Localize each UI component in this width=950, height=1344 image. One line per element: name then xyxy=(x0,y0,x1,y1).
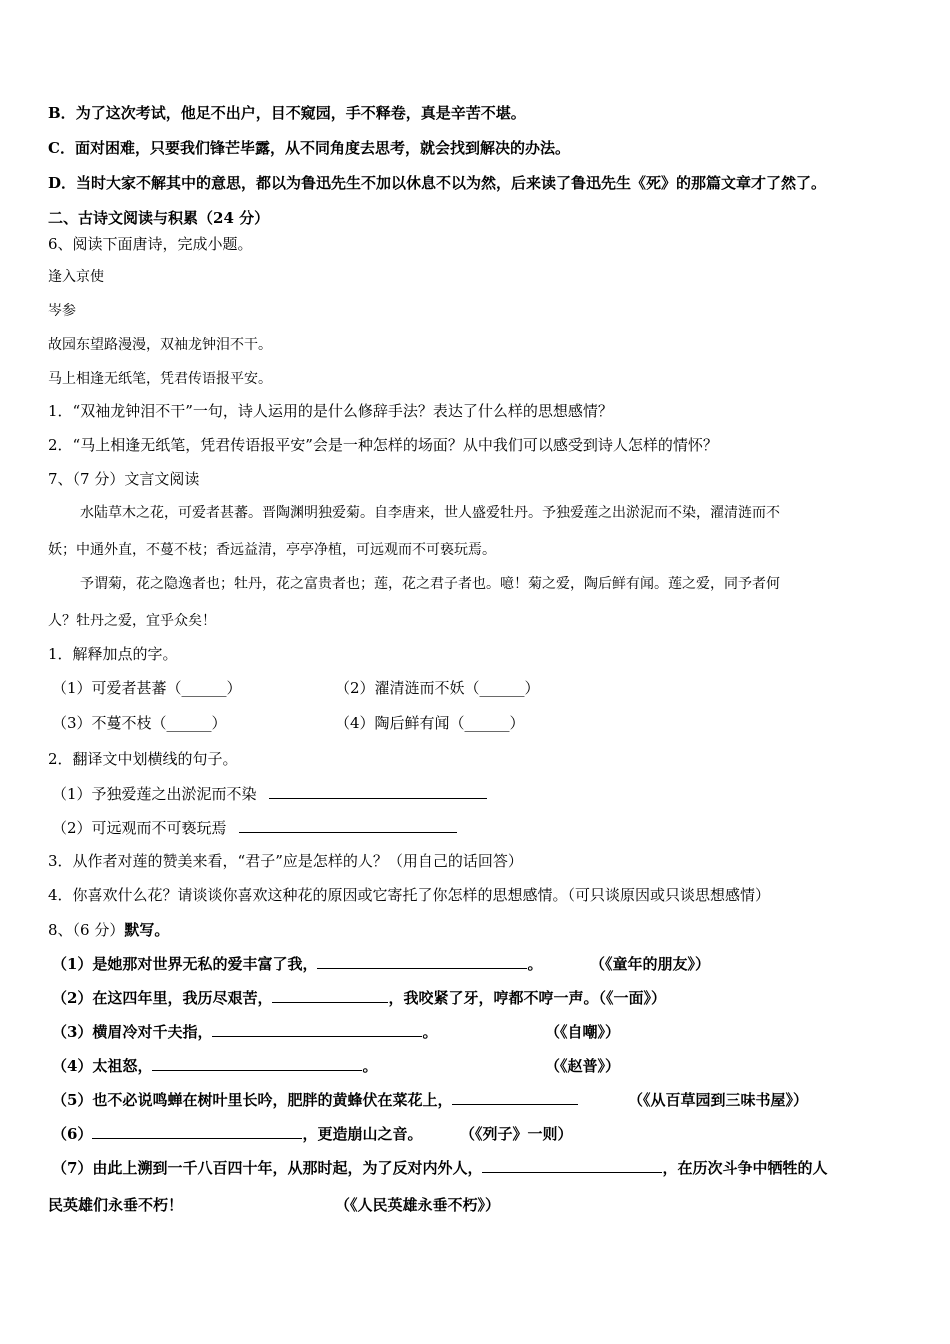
option-d xyxy=(48,173,826,193)
option-text: 当时大家不解其中的意思，都以为鲁迅先生不加以休息不以为然，后来读了鲁迅先生《死》的那篇文章才了然了。 xyxy=(76,174,827,192)
q7-sub-2: 2．翻译文中划横线的句子。 xyxy=(48,750,238,768)
dictation-1-source: （《童年的朋友》） xyxy=(590,955,711,973)
blank-item-1: （1）可爱者甚蕃（______） xyxy=(52,679,242,697)
dictation-7 xyxy=(52,1158,827,1178)
dictation-text: （2）在这四年里，我历尽艰苦， xyxy=(52,989,273,1007)
dictation-text: （5）也不必说鸣蝉在树叶里长吟，肥胖的黄蜂伏在菜花上， xyxy=(52,1091,453,1109)
blank-item-3: （3）不蔓不枝（______） xyxy=(52,714,227,732)
dictation-1 xyxy=(52,954,542,974)
dictation-text: 。 xyxy=(422,1023,438,1041)
answer-line[interactable] xyxy=(317,954,527,969)
passage-p2-b: 人？牡丹之爱，宜乎众矣！ xyxy=(48,613,216,629)
dictation-3-source: （《自嘲》） xyxy=(545,1023,621,1041)
passage-p2-a: 予谓菊，花之隐逸者也；牡丹，花之富贵者也；莲，花之君子者也。噫！菊之爱，陶后鲜有闻。莲之爱，同予者何 xyxy=(80,576,780,592)
dictation-3 xyxy=(52,1022,437,1042)
dictation-text: （6） xyxy=(52,1125,93,1143)
q7-sub-4: 4．你喜欢什么花？请谈谈你喜欢这种花的原因或它寄托了你怎样的思想感情。（可只谈原因或只谈思想感情） xyxy=(48,886,771,904)
q7-sub-1: 1．解释加点的字。 xyxy=(48,645,178,663)
blank-item-2: （2）濯清涟而不妖（______） xyxy=(335,679,540,697)
section-title: 二、古诗文阅读与积累（24 分） xyxy=(48,209,270,227)
answer-line[interactable] xyxy=(212,1022,422,1037)
answer-line[interactable] xyxy=(482,1158,662,1173)
q6-sub-1: 1．“双袖龙钟泪不干”一句，诗人运用的是什么修辞手法？表达了什么样的思想感情？ xyxy=(48,402,613,420)
dictation-7-cont: 民英雄们永垂不朽！ xyxy=(48,1196,184,1214)
option-b xyxy=(48,103,526,123)
dictation-4 xyxy=(52,1056,377,1076)
translate-text: （1）予独爱莲之出淤泥而不染 xyxy=(52,785,257,803)
blank-item-4: （4）陶后鲜有闻（______） xyxy=(335,714,525,732)
dictation-text: 。 xyxy=(527,955,543,973)
translate-item-1 xyxy=(52,784,487,804)
poem-line-1: 故园东望路漫漫，双袖龙钟泪不干。 xyxy=(48,337,272,353)
answer-line[interactable] xyxy=(92,1124,302,1139)
q6-intro: 6、阅读下面唐诗，完成小题。 xyxy=(48,235,253,253)
q8-intro-task: 默写。 xyxy=(124,921,170,939)
dictation-7-source: （《人民英雄永垂不朽》） xyxy=(335,1196,501,1214)
dictation-text: （3）横眉冷对千夫指， xyxy=(52,1023,213,1041)
q8-intro xyxy=(48,920,169,940)
passage-p1-b: 妖；中通外直，不蔓不枝；香远益清，亭亭净植，可远观而不可亵玩焉。 xyxy=(48,542,496,558)
answer-line[interactable] xyxy=(239,818,457,833)
dictation-5-source: （《从百草园到三味书屋》） xyxy=(628,1091,809,1109)
option-label: D． xyxy=(48,174,77,192)
dictation-text: （1）是她那对世界无私的爱丰富了我， xyxy=(52,955,318,973)
dictation-text: 。 xyxy=(362,1057,378,1075)
option-label: C． xyxy=(48,139,75,157)
answer-line[interactable] xyxy=(152,1056,362,1071)
q8-intro-score: 8、（6 分） xyxy=(48,921,125,939)
poem-title: 逢入京使 xyxy=(48,269,104,285)
dictation-5 xyxy=(52,1090,578,1110)
passage-p1-a: 水陆草木之花，可爱者甚蕃。晋陶渊明独爱菊。自李唐来，世人盛爱牡丹。予独爱莲之出淤泥而不染，濯清涟而不 xyxy=(80,505,780,521)
dictation-4-source: （《赵普》） xyxy=(545,1057,621,1075)
poem-line-2: 马上相逢无纸笔，凭君传语报平安。 xyxy=(48,371,272,387)
dictation-text: ，我咬紧了牙，哼都不哼一声。（《一面》） xyxy=(388,989,666,1007)
option-text: 面对困难，只要我们锋芒毕露，从不同角度去思考，就会找到解决的办法。 xyxy=(74,139,570,157)
dictation-2 xyxy=(52,988,666,1008)
dictation-text: （7）由此上溯到一千八百四十年，从那时起，为了反对内外人， xyxy=(52,1159,483,1177)
dictation-6-source: （《列子》一则） xyxy=(460,1125,573,1143)
dictation-text: （4）太祖怒， xyxy=(52,1057,153,1075)
q7-intro: 7、（7 分）文言文阅读 xyxy=(48,470,200,488)
q6-sub-2: 2．“马上相逢无纸笔，凭君传语报平安”会是一种怎样的场面？从中我们可以感受到诗人怎样的情怀？ xyxy=(48,436,718,454)
dictation-6 xyxy=(52,1124,422,1144)
dictation-text: ，在历次斗争中牺牲的人 xyxy=(662,1159,828,1177)
option-c xyxy=(48,138,570,158)
poet: 岑参 xyxy=(48,303,76,319)
answer-line[interactable] xyxy=(272,988,388,1003)
translate-text: （2）可远观而不可亵玩焉 xyxy=(52,819,227,837)
option-text: 为了这次考试，他足不出户，目不窥园，手不释卷，真是辛苦不堪。 xyxy=(75,104,526,122)
translate-item-2 xyxy=(52,818,457,838)
q7-sub-3: 3．从作者对莲的赞美来看，“君子”应是怎样的人？（用自己的话回答） xyxy=(48,852,523,870)
answer-line[interactable] xyxy=(452,1090,578,1105)
option-label: B． xyxy=(48,104,76,122)
answer-line[interactable] xyxy=(269,784,487,799)
dictation-text: ，更造崩山之音。 xyxy=(302,1125,423,1143)
